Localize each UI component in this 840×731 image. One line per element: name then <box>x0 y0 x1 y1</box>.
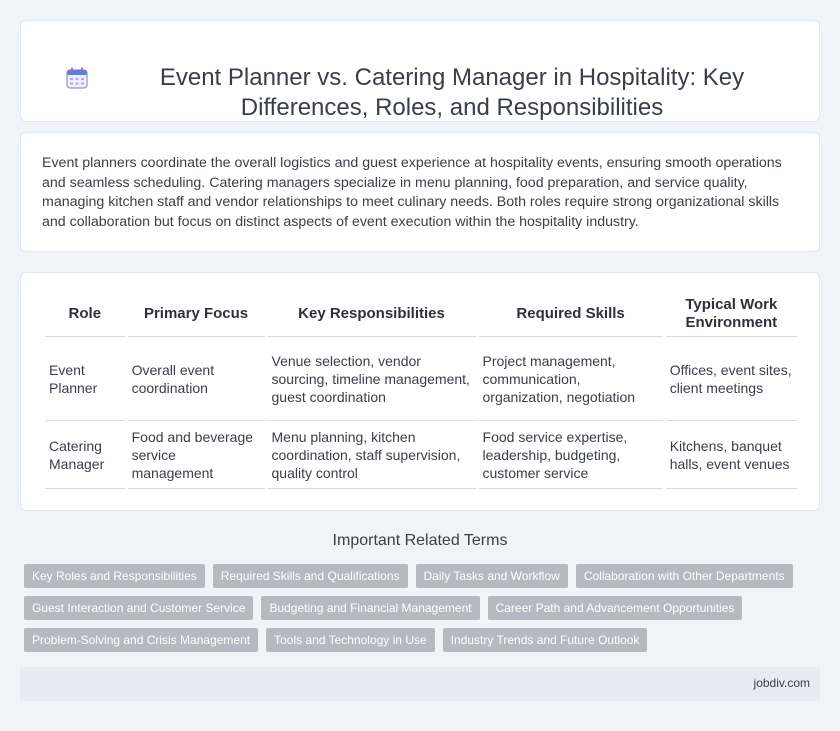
table-cell: Offices, event sites, client meetings <box>666 337 797 421</box>
footer <box>20 667 820 701</box>
table-header-row <box>45 291 797 337</box>
table-cell: Overall event coordination <box>128 337 265 421</box>
related-terms-list <box>24 564 804 652</box>
page-title: Event Planner vs. Catering Manager in Hospitality: Key Differences, Roles, and Responsibilities <box>159 64 745 121</box>
column-header: Role <box>45 291 125 337</box>
related-term-tag[interactable]: Tools and Technology in Use <box>266 628 435 652</box>
related-term-tag[interactable]: Daily Tasks and Workflow <box>416 564 568 588</box>
summary-card <box>20 132 820 252</box>
column-header: Required Skills <box>479 291 663 337</box>
table-row <box>45 337 797 421</box>
table-cell: Kitchens, banquet halls, event venues <box>666 421 797 489</box>
related-term-tag[interactable]: Problem-Solving and Crisis Management <box>24 628 258 652</box>
comparison-table <box>42 291 800 489</box>
table-cell: Event Planner <box>45 337 125 421</box>
table-cell: Food service expertise, leadership, budgeting, customer service <box>479 421 663 489</box>
table-cell: Project management, communication, organization, negotiation <box>479 337 663 421</box>
related-term-tag[interactable]: Guest Interaction and Customer Service <box>24 596 253 620</box>
related-term-tag[interactable]: Budgeting and Financial Management <box>261 596 479 620</box>
column-header: Key Responsibilities <box>268 291 476 337</box>
table-cell: Food and beverage service management <box>128 421 265 489</box>
table-cell: Venue selection, vendor sourcing, timeline management, guest coordination <box>268 337 476 421</box>
related-term-tag[interactable]: Collaboration with Other Departments <box>576 564 793 588</box>
table-row <box>45 421 797 489</box>
related-term-tag[interactable]: Required Skills and Qualifications <box>213 564 408 588</box>
comparison-table-card <box>20 272 820 511</box>
related-terms-title: Important Related Terms <box>332 532 508 549</box>
column-header: Typical Work Environment <box>666 291 797 337</box>
column-header: Primary Focus <box>128 291 265 337</box>
footer-site-link[interactable]: jobdiv.com <box>753 676 810 690</box>
header-card <box>20 20 820 122</box>
summary-text: Event planners coordinate the overall logistics and guest experience at hospitality events, ensuring smooth operations and seamless scheduling. Catering managers specialize in menu planning, food preparation, and service quality, managing kitchen staff and vendor relationships to meet culinary needs. Both roles require strong organizational skills and collaboration but focus on distinct aspects of event execution within the hospitality industry. <box>42 155 782 230</box>
related-term-tag[interactable]: Key Roles and Responsibilities <box>24 564 205 588</box>
table-cell: Catering Manager <box>45 421 125 489</box>
calendar-icon <box>66 67 88 89</box>
related-term-tag[interactable]: Industry Trends and Future Outlook <box>443 628 648 652</box>
table-cell: Menu planning, kitchen coordination, staff supervision, quality control <box>268 421 476 489</box>
related-term-tag[interactable]: Career Path and Advancement Opportunities <box>488 596 743 620</box>
